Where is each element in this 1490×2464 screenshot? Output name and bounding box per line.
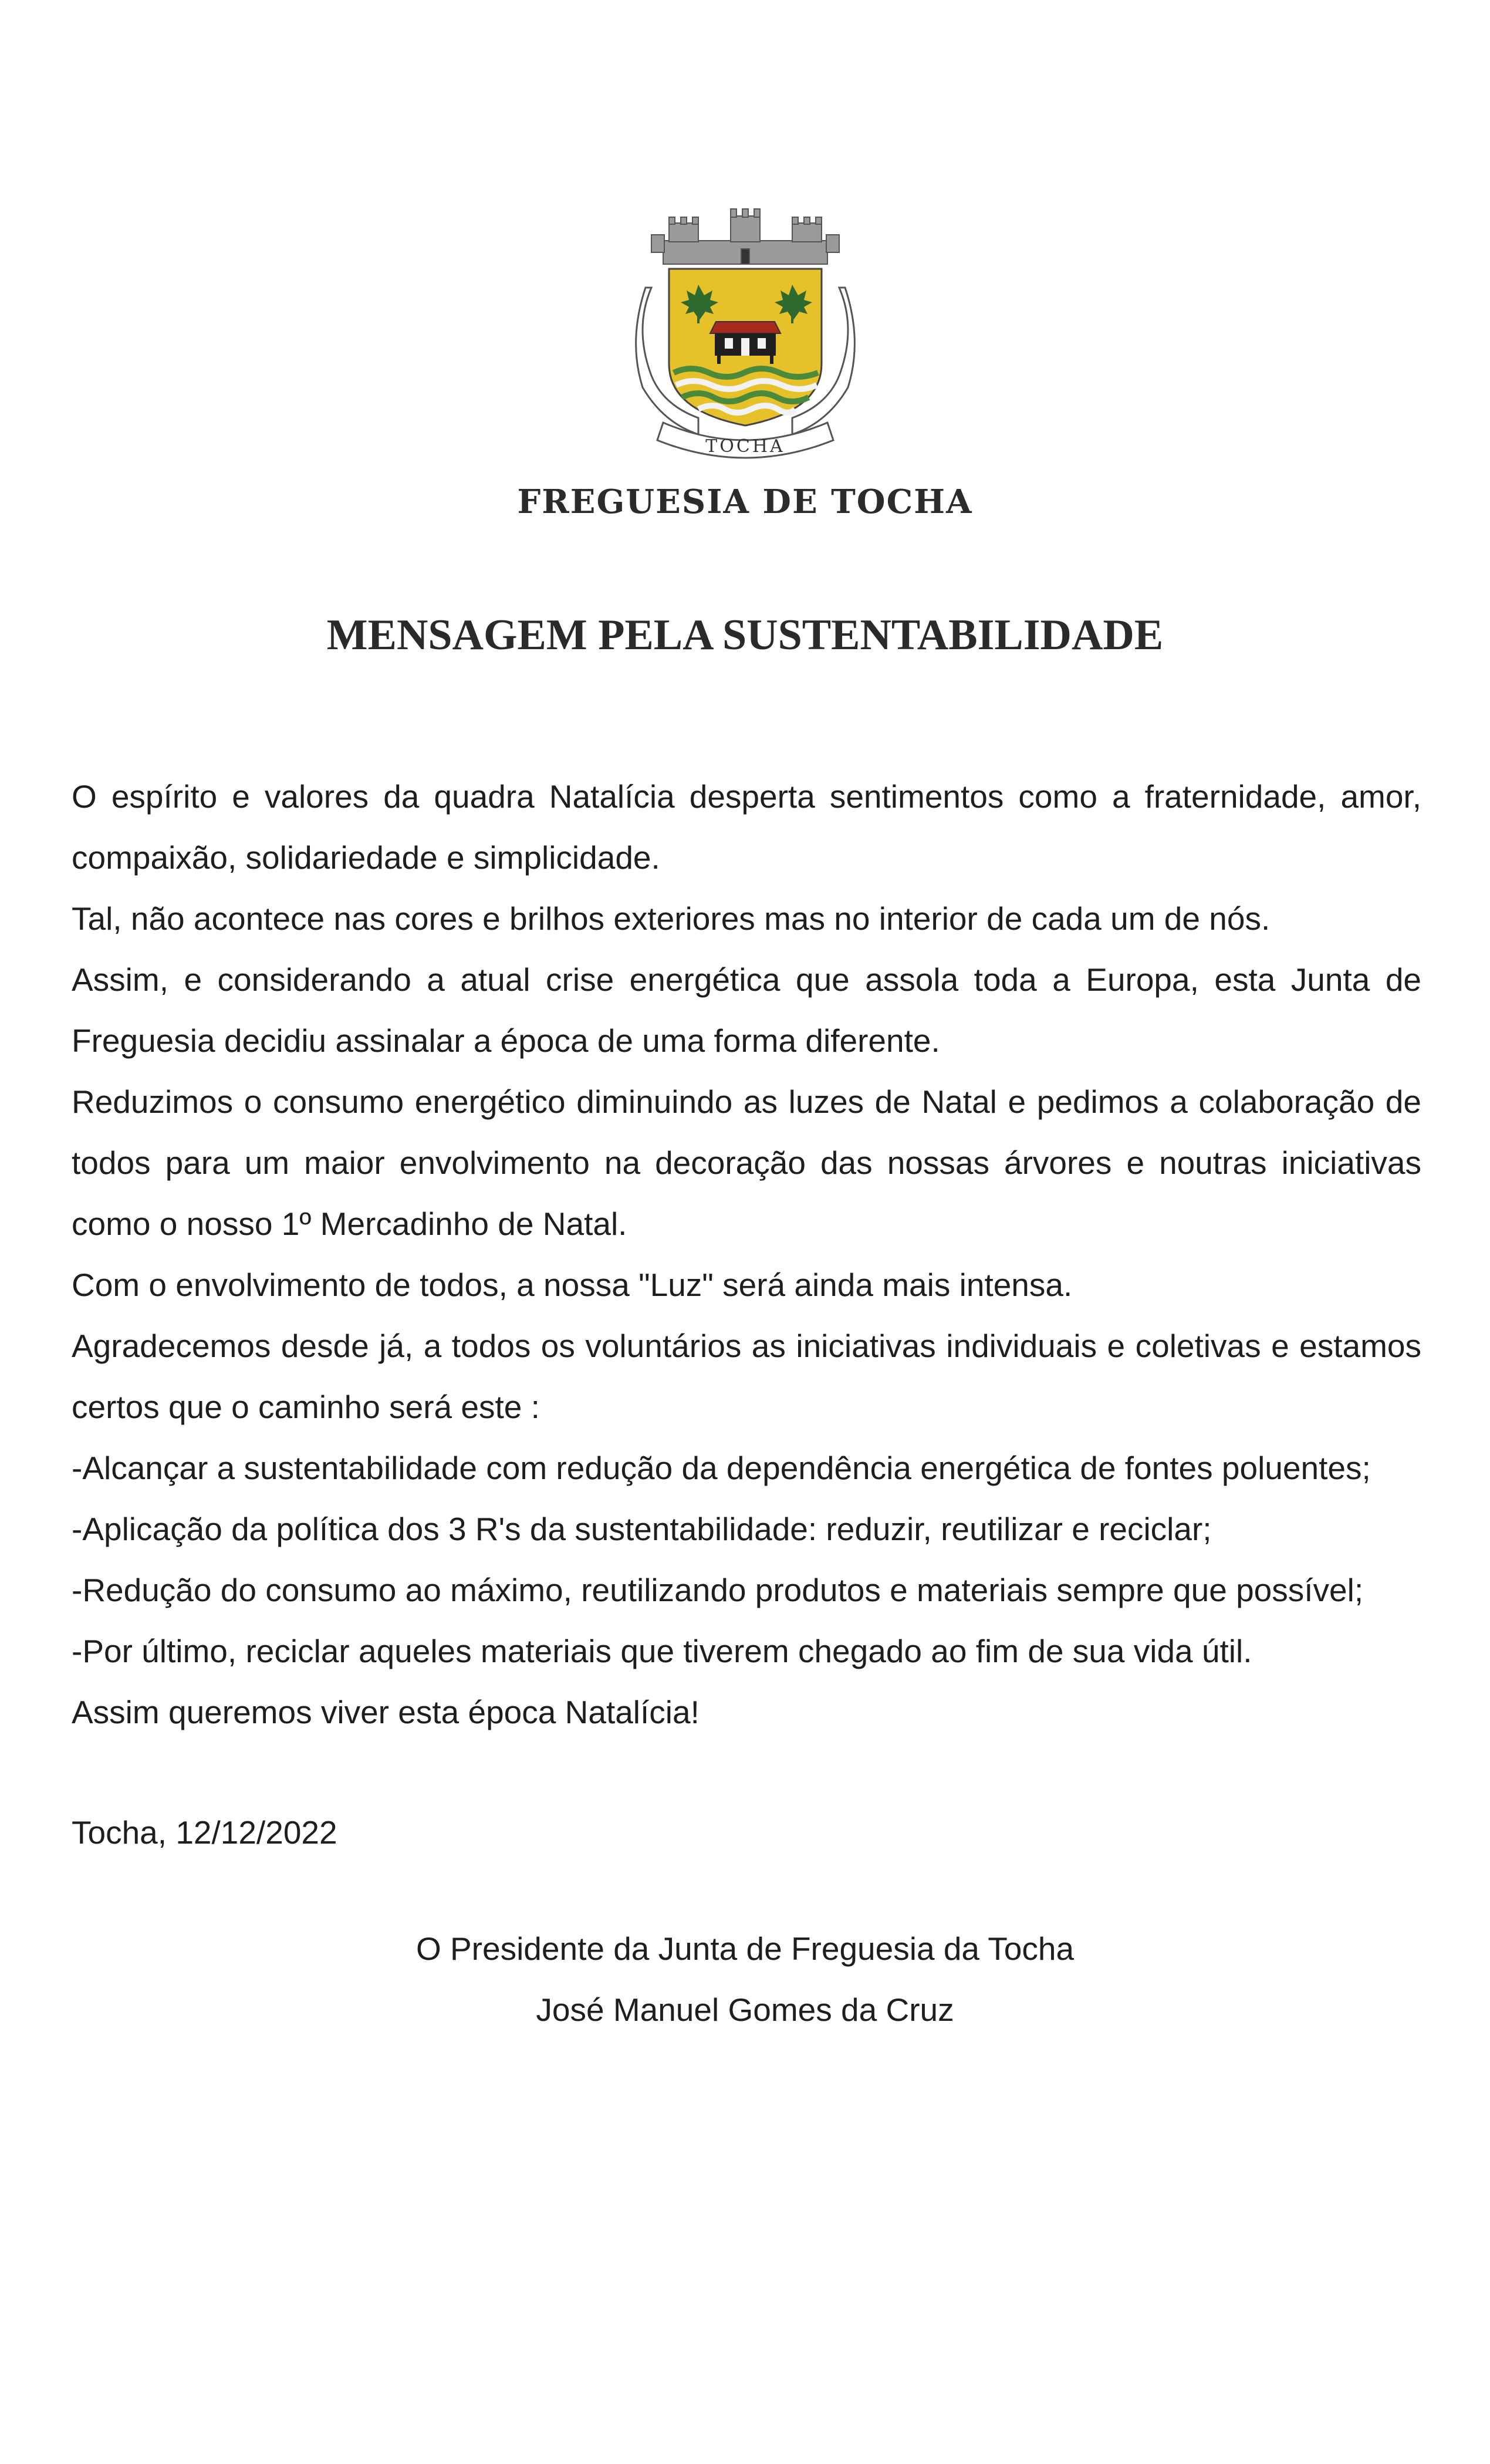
- signatory-role: O Presidente da Junta de Freguesia da Tocha: [415, 1930, 1075, 1967]
- mural-crown-icon: [651, 209, 839, 264]
- paragraph: Com o envolvimento de todos, a nossa "Luz" será ainda mais intensa.: [72, 1267, 1073, 1303]
- message-body: [72, 766, 1421, 1743]
- organization-name: FREGUESIA DE TOCHA: [517, 482, 973, 521]
- signatory-name: José Manuel Gomes da Cruz: [536, 1992, 954, 2028]
- paragraph: Reduzimos o consumo energético diminuindo as luzes de Natal e pedimos a colaboração de todos para um maior envolvimento na decoração das nossas árvores e noutras iniciativas como o nosso 1º Mercadinho de Natal.: [72, 1084, 1421, 1242]
- page-title: MENSAGEM PELA SUSTENTABILIDADE: [326, 611, 1164, 659]
- list-item: -Redução do consumo ao máximo, reutilizando produtos e materiais sempre que possível;: [72, 1572, 1364, 1608]
- list-item: -Alcançar a sustentabilidade com redução da dependência energética de fontes poluentes;: [72, 1450, 1371, 1486]
- paragraph: Assim, e considerando a atual crise energética que assola toda a Europa, esta Junta de Freguesia decidiu assinalar a época de uma forma diferente.: [72, 961, 1421, 1059]
- paragraph: Tal, não acontece nas cores e brilhos exteriores mas no interior de cada um de nós.: [72, 900, 1271, 937]
- list-item: -Por último, reciclar aqueles materiais que tiverem chegado ao fim de sua vida útil.: [72, 1633, 1252, 1669]
- signature-block: [0, 1918, 1490, 2040]
- crest-label: TOCHA: [705, 436, 785, 457]
- paragraph: Agradecemos desde já, a todos os voluntários as iniciativas individuais e coletivas e estamos certos que o caminho será este :: [72, 1328, 1421, 1425]
- parish-coat-of-arms: [628, 200, 863, 470]
- paragraph: Assim queremos viver esta época Natalícia!: [72, 1694, 700, 1730]
- paragraph: O espírito e valores da quadra Natalícia desperta sentimentos como a fraternidade, amor, compaixão, solidariedade e simplicidade.: [72, 778, 1421, 876]
- document-date: Tocha, 12/12/2022: [72, 1814, 337, 1851]
- list-item: -Aplicação da política dos 3 R's da sustentabilidade: reduzir, reutilizar e reciclar;: [72, 1511, 1212, 1547]
